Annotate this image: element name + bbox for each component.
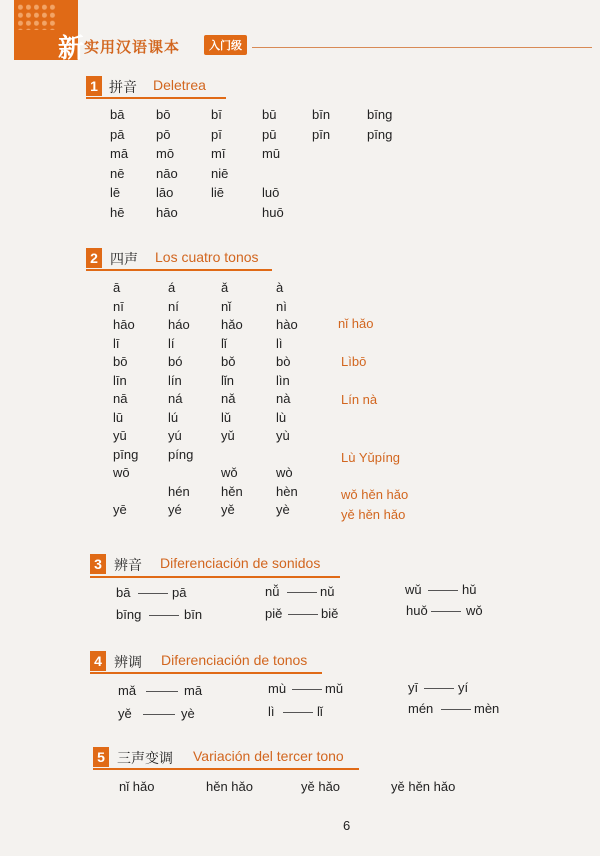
pair-left: nǚ [265,584,280,599]
pinyin-syllable: bū [262,107,277,122]
section-1-number: 1 [86,76,102,96]
tone-syllable: yě [221,502,235,517]
pinyin-syllable: mō [156,146,175,161]
pinyin-syllable: pī [211,126,222,142]
pinyin-syllable: mī [211,146,226,161]
logo-pattern [18,4,58,30]
dash-line [428,590,458,591]
pair-right: bīn [184,607,203,622]
dash-line [424,688,454,689]
dash-line [441,709,471,710]
tone-example: Lìbō [341,354,367,369]
pair-right: pā [172,585,187,600]
tone-example: wǒ hěn hǎo [341,487,409,502]
section-4-number: 4 [90,651,106,671]
tone-syllable: píng [168,446,194,462]
section-5-number: 5 [93,747,109,767]
pinyin-syllable: pā [110,126,125,142]
tone-sandhi-item: hěn hǎo [206,779,253,794]
pinyin-syllable: niē [211,165,229,181]
dash-line [143,714,175,715]
pair-left: mù [268,681,287,696]
section-5-rule [93,768,359,770]
pair-right: hǔ [462,582,477,597]
tone-syllable: yǔ [221,428,235,443]
section-1-title-es: Deletrea [153,77,206,93]
pinyin-syllable: bīn [312,107,331,122]
pinyin-syllable: nē [110,165,125,181]
logo-character: 新 [58,34,85,64]
section-4-title-es: Diferenciación de tonos [161,652,308,668]
pinyin-syllable: bī [211,107,222,122]
tone-example: Lù Yǔpíng [341,450,401,465]
tone-syllable: lú [168,409,179,425]
pinyin-syllable: bīng [367,107,393,122]
tone-syllable: bō [113,354,128,369]
tone-sandhi-item: yě hěn hǎo [391,779,456,794]
page-number: 6 [343,818,351,833]
tone-syllable: hào [276,317,298,332]
section-1-title-cn: 拼音 [109,79,137,95]
dash-line [292,689,322,690]
tone-syllable: wō [113,465,130,480]
pair-left: bīng [116,607,142,622]
dash-line [287,592,317,593]
level-badge: 入门级 [204,35,247,55]
tone-syllable: bó [168,354,183,369]
section-1-rule [86,97,226,99]
tone-syllable: nǎ [221,391,236,406]
pinyin-syllable: pīn [312,126,331,142]
tone-syllable: yú [168,428,182,443]
pinyin-syllable: pō [156,126,171,142]
section-3-title-cn: 辨音 [114,557,142,573]
pair-right: yè [181,706,195,721]
tone-syllable: lí [168,335,175,351]
pair-right: mèn [474,701,500,716]
pair-right: biě [321,606,339,621]
pair-left: piě [265,606,283,621]
tone-syllable: pīng [113,446,139,462]
tone-syllable: ní [168,298,179,314]
tone-example: Lín nà [341,392,378,407]
pinyin-syllable: pū [262,126,277,142]
tone-syllable: lín [168,372,182,388]
dash-line [146,691,178,692]
tone-syllable: wò [276,465,293,480]
tone-syllable: hèn [276,483,298,499]
tone-syllable: lǔ [221,409,232,425]
tone-syllable: ná [168,391,183,406]
pair-right: nǔ [320,584,335,599]
tone-example: yě hěn hǎo [341,507,406,522]
tone-syllable: lī [113,335,120,351]
tone-syllable: yè [276,502,290,517]
pair-right: wǒ [466,603,483,618]
pinyin-syllable: lāo [156,185,174,200]
tone-syllable: hāo [113,317,135,332]
pinyin-syllable: mū [262,146,281,161]
pinyin-syllable: luō [262,185,280,200]
pair-left: wǔ [405,582,422,597]
tone-syllable: lǐn [221,372,235,388]
tone-syllable: lǐ [221,335,227,351]
dash-line [431,611,461,612]
section-2-rule [86,269,272,271]
tone-syllable: wǒ [221,465,238,480]
tone-syllable: lì [276,335,283,351]
pair-left: lì [268,704,275,719]
section-3-title-es: Diferenciación de sonidos [160,555,321,571]
tone-syllable: nǐ [221,298,232,314]
tone-syllable: bò [276,354,291,369]
pair-left: bā [116,585,131,600]
tone-example: nǐ hǎo [338,316,374,331]
tone-syllable: hěn [221,483,243,499]
pinyin-syllable: bā [110,107,125,122]
pinyin-syllable: liē [211,185,225,200]
section-5-title-es: Variación del tercer tono [193,748,344,764]
section-3-rule [90,576,340,578]
pinyin-syllable: huō [262,204,284,220]
dash-line [288,614,318,615]
section-2-number: 2 [86,248,102,268]
pinyin-syllable: nāo [156,165,178,181]
pair-right: lǐ [317,704,323,719]
pair-left: yī [408,680,419,695]
section-4-rule [90,672,322,674]
tone-syllable: līn [113,372,127,388]
pinyin-syllable: bō [156,107,171,122]
tone-syllable: hǎo [221,317,243,332]
pair-right: mǔ [325,681,344,696]
tone-syllable: lù [276,409,287,425]
tone-syllable: yū [113,428,127,443]
section-5-title-cn: 三声变调 [117,750,173,766]
section-2-title-es: Los cuatro tonos [155,249,259,265]
tone-syllable: nì [276,298,287,314]
book-logo [14,0,85,64]
tone-syllable: à [276,280,284,295]
tone-syllable: ǎ [221,280,229,295]
tone-sandhi-item: yě hǎo [301,779,341,794]
tone-syllable: yé [168,502,182,517]
tone-syllable: hén [168,483,190,499]
pair-left: mén [408,701,434,716]
dash-line [138,593,168,594]
tone-sandhi-item: nǐ hǎo [119,779,155,794]
book-title: 实用汉语课本 [84,39,181,56]
section-2-title-cn: 四声 [110,251,138,267]
pair-left: yě [118,706,132,721]
section-3-number: 3 [90,554,106,574]
dash-line [283,712,313,713]
pair-left: huǒ [406,603,428,618]
tone-syllable: ā [113,280,121,295]
pair-right: yí [458,680,469,695]
tone-syllable: háo [168,317,190,332]
pinyin-syllable: hāo [156,204,178,220]
pair-right: mā [184,683,203,698]
tone-syllable: nā [113,391,128,406]
pinyin-syllable: lē [110,185,121,200]
tone-syllable: bǒ [221,354,236,369]
pinyin-syllable: mā [110,146,129,161]
header-rule [252,47,592,48]
tone-syllable: yē [113,502,127,517]
tone-syllable: nà [276,391,291,406]
section-4-title-cn: 辨调 [114,654,142,670]
tone-syllable: yù [276,428,290,443]
tone-syllable: nī [113,298,124,314]
pair-left: mǎ [118,683,137,698]
tone-syllable: lìn [276,372,290,388]
tone-syllable: á [168,280,176,295]
pinyin-syllable: hē [110,204,125,220]
tone-syllable: lū [113,409,124,425]
dash-line [149,615,179,616]
pinyin-syllable: pīng [367,126,393,142]
